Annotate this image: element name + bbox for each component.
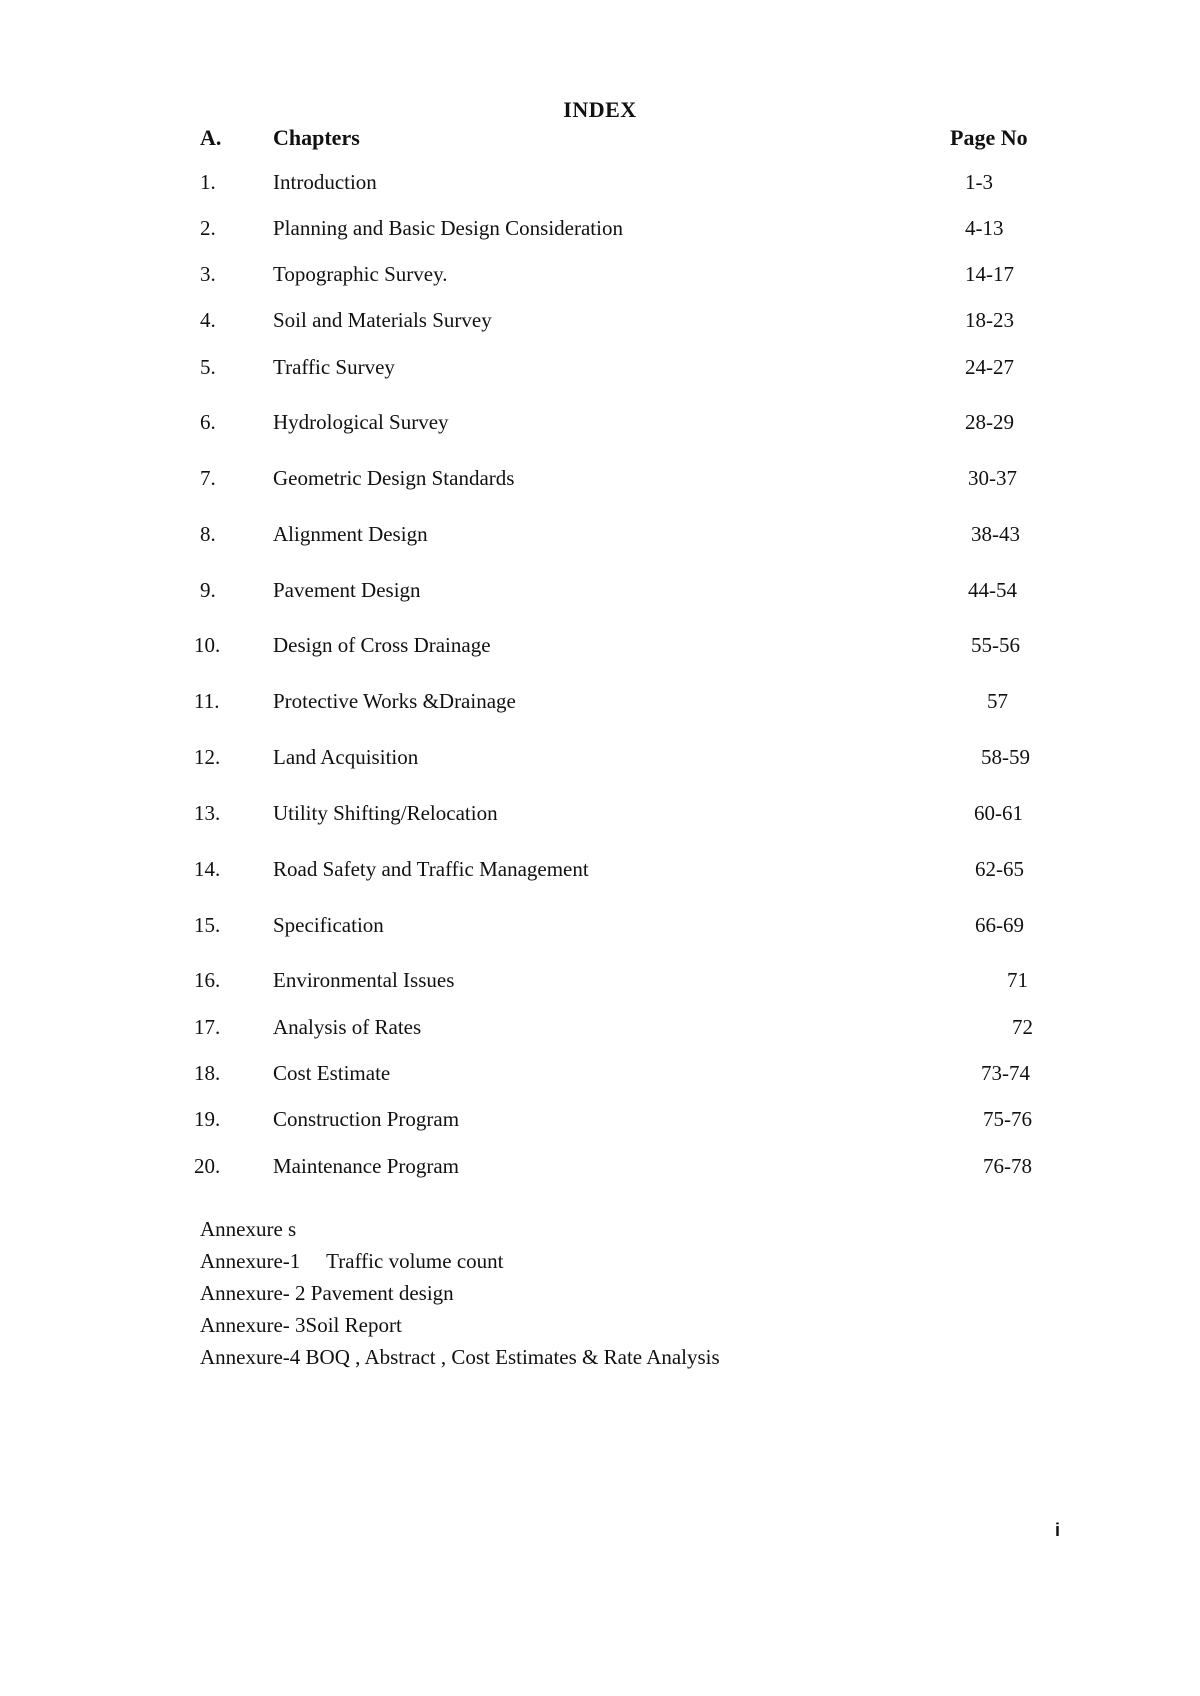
- chapter-title: Geometric Design Standards: [273, 466, 515, 490]
- chapter-pages: 55-56: [971, 633, 1020, 657]
- chapter-title: Construction Program: [273, 1107, 460, 1131]
- toc-row: [0, 745, 1200, 775]
- chapter-pages: 18-23: [965, 308, 1014, 332]
- chapter-pages: 30-37: [968, 466, 1017, 490]
- toc-row: [0, 801, 1200, 831]
- annexure-item: Annexure-1 Traffic volume count: [200, 1249, 504, 1273]
- page-title: INDEX: [563, 97, 637, 122]
- annexures-heading: Annexure s: [200, 1217, 297, 1241]
- annexures-section: [200, 1213, 720, 1373]
- toc-row: [0, 355, 1200, 385]
- chapter-pages: 60-61: [974, 801, 1023, 825]
- chapter-pages: 72: [1012, 1015, 1033, 1039]
- chapter-pages: 38-43: [971, 522, 1020, 546]
- chapter-number: 7.: [200, 466, 216, 490]
- chapter-title: Cost Estimate: [273, 1061, 391, 1085]
- chapter-title: Specification: [273, 913, 384, 937]
- toc-row: [0, 308, 1200, 338]
- toc-row: [0, 522, 1200, 552]
- chapter-title: Hydrological Survey: [273, 410, 449, 434]
- chapter-number: 3.: [200, 262, 216, 286]
- toc-row: [0, 578, 1200, 608]
- toc-row: [0, 1061, 1200, 1091]
- chapter-number: 6.: [200, 410, 216, 434]
- toc-row: [0, 170, 1200, 200]
- chapter-number: 16.: [194, 968, 221, 992]
- chapter-pages: 73-74: [981, 1061, 1030, 1085]
- chapter-pages: 28-29: [965, 410, 1014, 434]
- chapter-pages: 57: [987, 689, 1008, 713]
- chapter-pages: 14-17: [965, 262, 1014, 286]
- toc-row: [0, 968, 1200, 998]
- chapter-number: 20.: [194, 1154, 221, 1178]
- chapter-number: 4.: [200, 308, 216, 332]
- toc-row: [0, 913, 1200, 943]
- chapter-number: 10.: [194, 633, 221, 657]
- chapter-title: Environmental Issues: [273, 968, 455, 992]
- toc-row: [0, 1107, 1200, 1137]
- chapter-title: Alignment Design: [273, 522, 428, 546]
- chapter-title: Pavement Design: [273, 578, 421, 602]
- chapter-pages: 66-69: [975, 913, 1024, 937]
- annexure-item: Annexure- 3Soil Report: [200, 1313, 402, 1337]
- chapter-pages: 71: [1007, 968, 1028, 992]
- chapter-number: 17.: [194, 1015, 221, 1039]
- chapter-pages: 24-27: [965, 355, 1014, 379]
- toc-row: [0, 689, 1200, 719]
- chapter-title: Maintenance Program: [273, 1154, 460, 1178]
- chapter-title: Road Safety and Traffic Management: [273, 857, 589, 881]
- chapter-title: Traffic Survey: [273, 355, 395, 379]
- chapter-number: 15.: [194, 913, 221, 937]
- toc-row: [0, 216, 1200, 246]
- chapter-title: Utility Shifting/Relocation: [273, 801, 498, 825]
- chapter-number: 5.: [200, 355, 216, 379]
- toc-row: [0, 262, 1200, 292]
- chapter-number: 2.: [200, 216, 216, 240]
- toc-row: [0, 466, 1200, 496]
- section-label: A.: [200, 125, 222, 150]
- chapter-title: Topographic Survey.: [273, 262, 448, 286]
- chapter-number: 8.: [200, 522, 216, 546]
- chapter-number: 11.: [194, 689, 220, 713]
- chapter-pages: 62-65: [975, 857, 1024, 881]
- chapter-title: Introduction: [273, 170, 377, 194]
- chapter-number: 18.: [194, 1061, 221, 1085]
- chapter-number: 14.: [194, 857, 221, 881]
- chapter-pages: 1-3: [965, 170, 993, 194]
- chapter-number: 13.: [194, 801, 221, 825]
- chapters-heading: Chapters: [273, 125, 360, 150]
- chapter-title: Land Acquisition: [273, 745, 419, 769]
- chapter-pages: 58-59: [981, 745, 1030, 769]
- chapter-number: 1.: [200, 170, 216, 194]
- chapter-title: Design of Cross Drainage: [273, 633, 491, 657]
- toc-row: [0, 1154, 1200, 1184]
- chapter-pages: 44-54: [968, 578, 1017, 602]
- toc-row: [0, 857, 1200, 887]
- toc-row: [0, 1015, 1200, 1045]
- chapter-title: Protective Works &Drainage: [273, 689, 516, 713]
- chapter-pages: 4-13: [965, 216, 1004, 240]
- chapter-title: Analysis of Rates: [273, 1015, 422, 1039]
- chapter-title: Planning and Basic Design Consideration: [273, 216, 623, 240]
- annexure-item: Annexure- 2 Pavement design: [200, 1281, 454, 1305]
- chapter-number: 12.: [194, 745, 221, 769]
- page-no-heading: Page No: [950, 125, 1028, 150]
- toc-row: [0, 633, 1200, 663]
- footer-page-number: i: [1055, 1520, 1061, 1540]
- chapter-number: 9.: [200, 578, 216, 602]
- chapter-title: Soil and Materials Survey: [273, 308, 492, 332]
- chapter-pages: 75-76: [983, 1107, 1032, 1131]
- chapter-number: 19.: [194, 1107, 221, 1131]
- toc-row: [0, 410, 1200, 440]
- annexure-item: Annexure-4 BOQ , Abstract , Cost Estimates & Rate Analysis: [200, 1345, 720, 1369]
- chapter-pages: 76-78: [983, 1154, 1032, 1178]
